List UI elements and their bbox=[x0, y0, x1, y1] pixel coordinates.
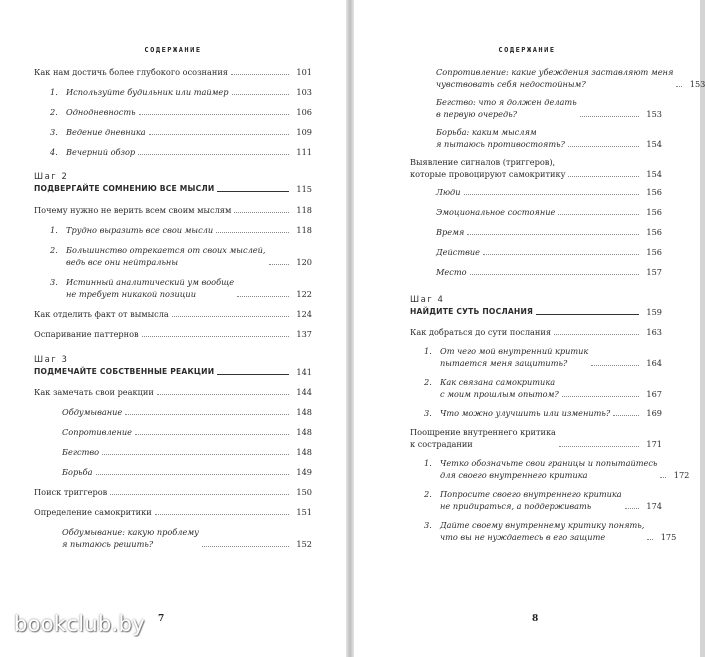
step-label: Шаг 2 bbox=[34, 172, 69, 182]
toc-entry: 2. Попросите своего внутреннего критика не придираться, а поддерживать 174 bbox=[424, 489, 662, 511]
toc-entry: Почему нужно не верить всем своим мыслям 118 bbox=[34, 205, 312, 215]
toc-entry: 2. Как связана самокритика с моим прошлым опытом? 167 bbox=[424, 377, 662, 399]
toc-right bbox=[354, 66, 705, 543]
toc-step-heading: ПОДВЕРГАЙТЕ СОМНЕНИЮ ВСЕ МЫСЛИ 115 bbox=[34, 184, 312, 194]
toc-entry: Место 157 bbox=[436, 267, 662, 277]
toc-entry: Как нам достичь более глубокого осознания 101 bbox=[34, 67, 312, 77]
toc-entry: Выявление сигналов (триггеров), которые провоцируют самокритику 154 bbox=[410, 157, 662, 179]
toc-entry: Бегство: что я должен делать в первую очередь? 153 bbox=[436, 97, 662, 119]
toc-entry: Как замечать свои реакции 144 bbox=[34, 387, 312, 397]
toc-entry: Определение самокритики 151 bbox=[34, 507, 312, 517]
book-spine bbox=[346, 0, 354, 657]
toc-entry: 2. Однодневность 106 bbox=[50, 107, 312, 117]
toc-entry: Обдумывание 148 bbox=[62, 407, 312, 417]
toc-entry: Поиск триггеров 150 bbox=[34, 487, 312, 497]
toc-entry: 3. Дайте своему внутреннему критику понять, что вы не нуждаетесь в его защите 175 bbox=[424, 520, 677, 542]
step-label: Шаг 3 bbox=[34, 355, 69, 365]
toc-entry: 4. Вечерний обзор 111 bbox=[50, 147, 312, 157]
page-number-left: 7 bbox=[158, 614, 165, 624]
running-head-right: СОДЕРЖАНИЕ bbox=[498, 46, 556, 54]
toc-step-heading: НАЙДИТЕ СУТЬ ПОСЛАНИЯ 159 bbox=[410, 307, 662, 317]
toc-entry: Сопротивление 148 bbox=[62, 427, 312, 437]
toc-entry: Как отделить факт от вымысла 124 bbox=[34, 309, 312, 319]
toc-entry: Эмоциональное состояние 156 bbox=[436, 207, 662, 217]
toc-step-heading: ПОДМЕЧАЙТЕ СОБСТВЕННЫЕ РЕАКЦИИ 141 bbox=[34, 367, 312, 377]
toc-entry: 2. Большинство отрекается от своих мыслей, ведь все они нейтральны 120 bbox=[50, 245, 312, 267]
toc-entry: Обдумывание: какую проблему я пытаюсь решить? 152 bbox=[62, 527, 312, 549]
toc-entry: 3. Что можно улучшить или изменить? 169 bbox=[424, 408, 662, 418]
toc-entry: Как добраться до сути послания 163 bbox=[410, 327, 662, 337]
toc-entry: Оспаривание паттернов 137 bbox=[34, 329, 312, 339]
toc-entry: Поощрение внутреннего критика к сострадании 171 bbox=[410, 427, 662, 449]
toc-left bbox=[0, 66, 346, 550]
watermark: bookclub.by bbox=[14, 612, 145, 636]
right-page bbox=[354, 0, 705, 657]
toc-entry: Борьба: каким мыслям я пытаюсь противостоять? 154 bbox=[436, 127, 662, 149]
toc-entry: 3. Ведение дневника 109 bbox=[50, 127, 312, 137]
toc-entry: Сопротивление: какие убеждения заставляют меня чувствовать себя недостойным? 153 bbox=[436, 67, 705, 89]
left-page bbox=[0, 0, 346, 657]
step-label: Шаг 4 bbox=[410, 295, 445, 305]
toc-entry: 1. От чего мой внутренний критик пытается меня защитить? 164 bbox=[424, 346, 662, 368]
toc-entry: Время 156 bbox=[436, 227, 662, 237]
toc-entry: 1. Трудно выразить все свои мысли 118 bbox=[50, 225, 312, 235]
page-number-right: 8 bbox=[532, 614, 539, 624]
toc-entry: 1. Четко обозначьте свои границы и попытайтесь для своего внутреннего критика 172 bbox=[424, 458, 690, 480]
toc-entry: Действие 156 bbox=[436, 247, 662, 257]
toc-entry: 1. Используйте будильник или таймер 103 bbox=[50, 87, 312, 97]
toc-entry: Люди 156 bbox=[436, 187, 662, 197]
running-head-left: СОДЕРЖАНИЕ bbox=[144, 46, 202, 54]
toc-entry: Бегство 148 bbox=[62, 447, 312, 457]
toc-entry: 3. Истинный аналитический ум вообще не требует никакой позиции 122 bbox=[50, 277, 312, 299]
toc-entry: Борьба 149 bbox=[62, 467, 312, 477]
